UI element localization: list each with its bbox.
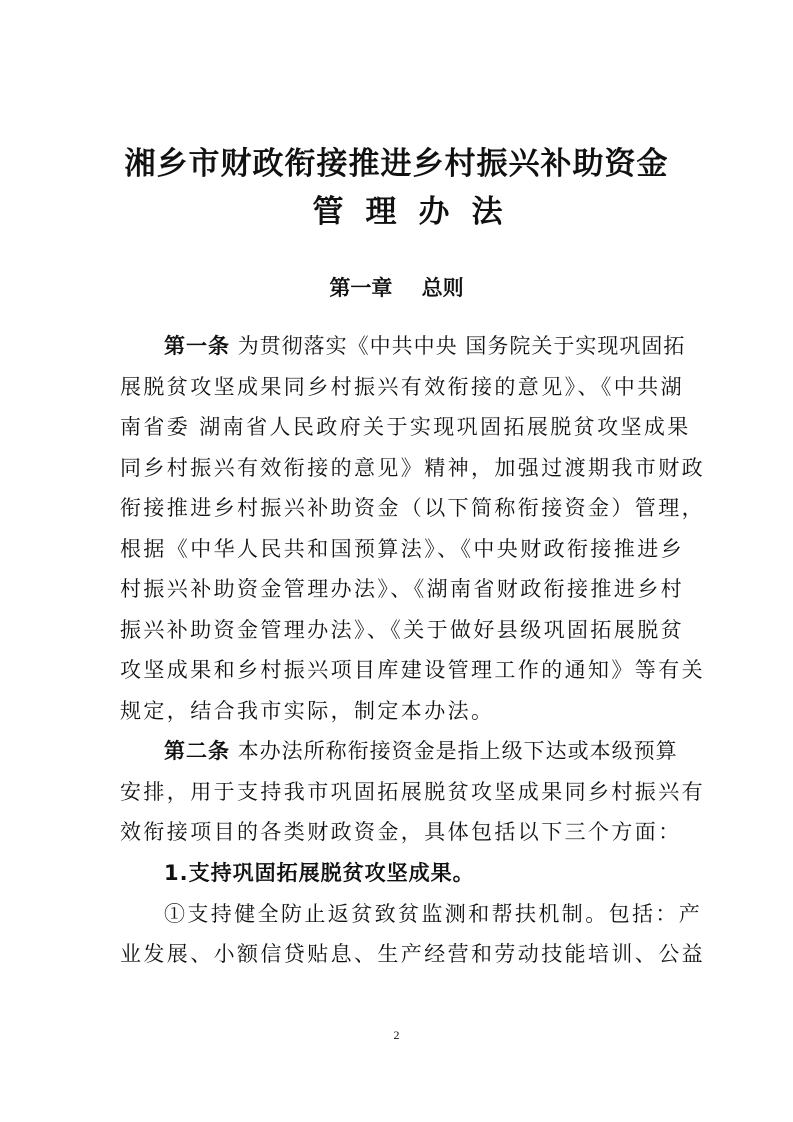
document-title-line2: 管理办法 xyxy=(312,194,525,230)
item-1-line: ①支持健全防止返贫致贫监测和帮扶机制。包括：产 xyxy=(164,901,703,926)
article-1-line: 第一条 为贯彻落实《中共中央 国务院关于实现巩固拓 xyxy=(164,334,686,358)
article-1-line: 同乡村振兴有效衔接的意见》精神，加强过渡期我市财政 xyxy=(120,455,705,480)
section-1-heading: 1.支持巩固拓展脱贫攻坚成果。 xyxy=(164,861,475,885)
article-1 xyxy=(120,326,705,731)
article-1-line: 振兴补助资金管理办法》、《关于做好县级巩固拓展脱贫 xyxy=(120,617,684,642)
chapter-heading: 第一章 总则 xyxy=(329,276,464,300)
article-2-line: 安排，用于支持我市巩固拓展脱贫攻坚成果同乡村振兴有 xyxy=(120,779,705,804)
page-number: 2 xyxy=(393,1028,400,1042)
article-1-line: 衔接推进乡村振兴补助资金（以下简称衔接资金）管理， xyxy=(120,496,705,520)
article-1-line: 南省委 湖南省人民政府关于实现巩固拓展脱贫攻坚成果 xyxy=(120,415,691,439)
article-2 xyxy=(120,731,705,853)
article-2-label: 第二条 xyxy=(164,739,230,763)
section-1 xyxy=(120,853,705,975)
article-1-line: 攻坚成果和乡村振兴项目库建设管理工作的通知》等有关 xyxy=(120,658,705,682)
document-title-line1: 湘乡市财政衔接推进乡村振兴补助资金 xyxy=(124,146,669,182)
article-1-line: 展脱贫攻坚成果同乡村振兴有效衔接的意见》、《中共湖 xyxy=(120,374,684,399)
article-2-line: 第二条 本办法所称衔接资金是指上级下达或本级预算 xyxy=(164,739,678,763)
article-1-line: 根据《中华人民共和国预算法》、《中央财政衔接推进乡 xyxy=(120,536,684,561)
item-1-line: 业发展、小额信贷贴息、生产经营和劳动技能培训、公益 xyxy=(120,942,705,966)
article-1-label: 第一条 xyxy=(164,334,230,358)
article-2-line: 效衔接项目的各类财政资金，具体包括以下三个方面： xyxy=(120,820,682,844)
article-1-line: 村振兴补助资金管理办法》、《湖南省财政衔接推进乡村 xyxy=(120,577,684,601)
article-1-line: 规定，结合我市实际，制定本办法。 xyxy=(120,698,495,723)
